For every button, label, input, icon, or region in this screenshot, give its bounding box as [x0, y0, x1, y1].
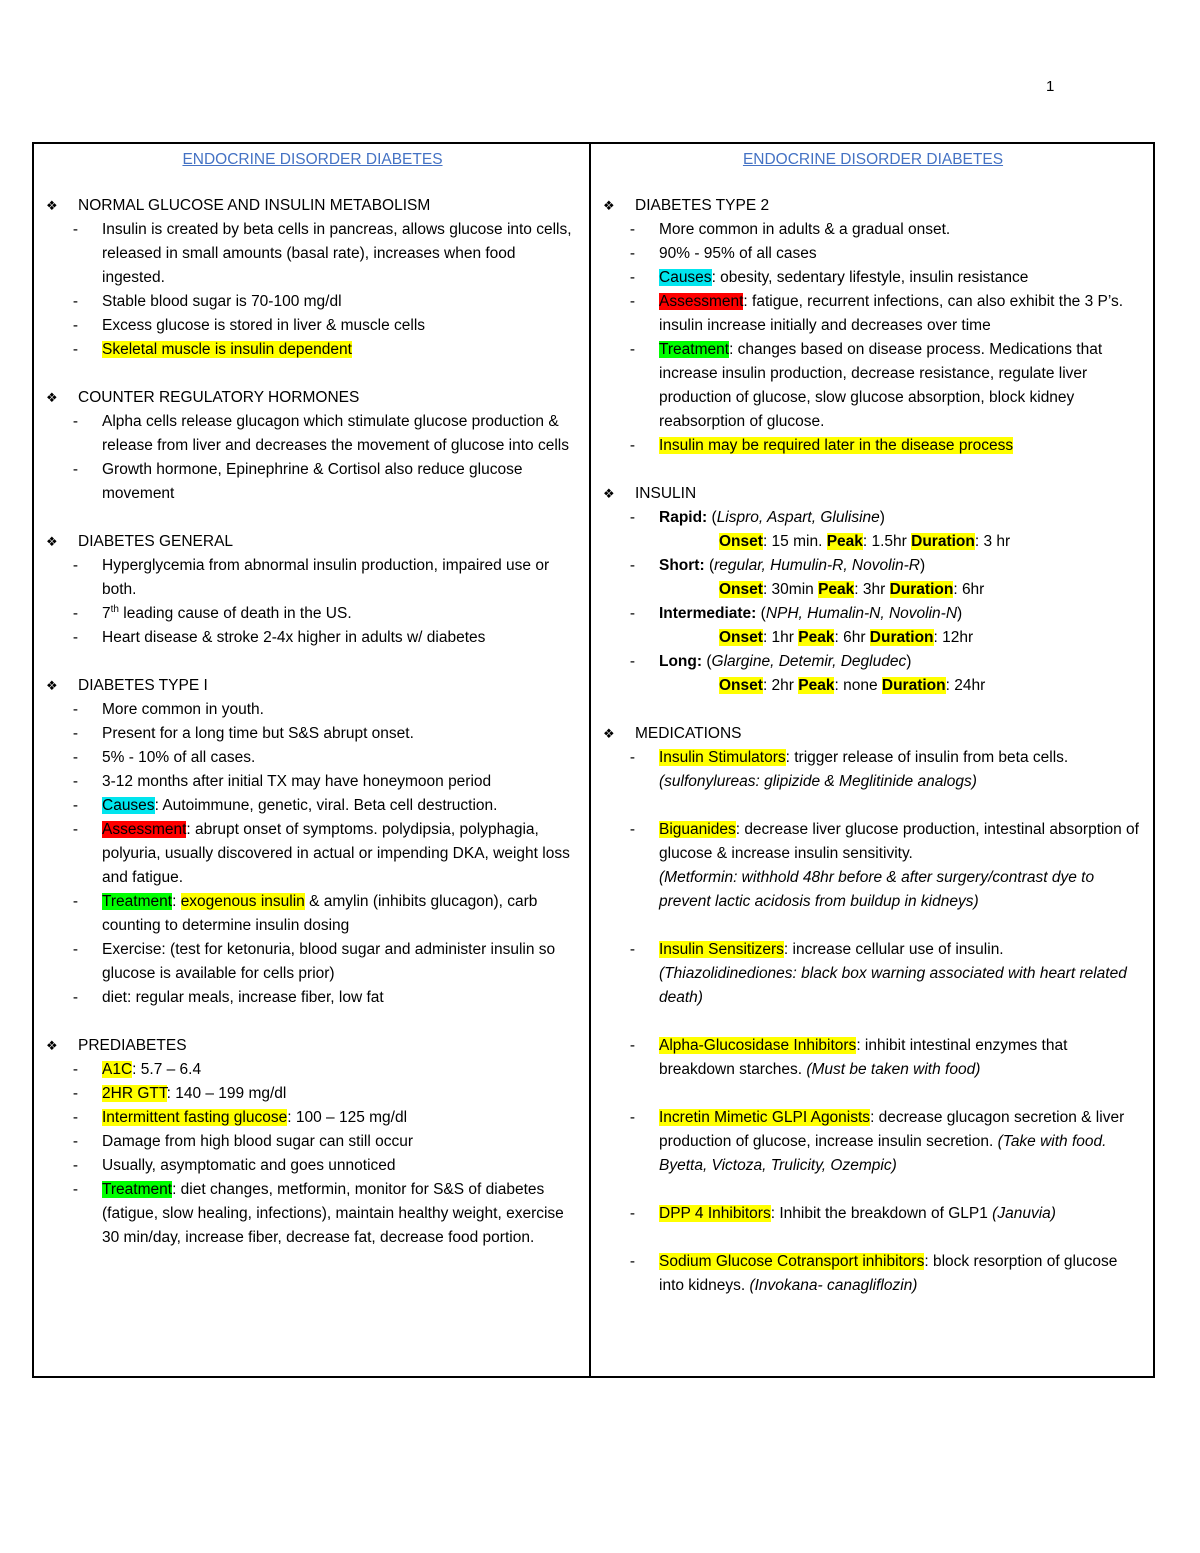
insulin-timing: Onset: 15 min. Peak: 1.5hr Duration: 3 hr: [719, 533, 1011, 550]
list-item: - Insulin Sensitizers: increase cellular use of insulin. (Thiazolidinediones: black box warning associated with heart related death): [629, 941, 1127, 1006]
section-medications: [603, 722, 1143, 1298]
list-item: - Causes: Autoimmune, genetic, viral. Beta cell destruction.: [72, 797, 498, 814]
assessment-label: Assessment: [659, 293, 744, 310]
section-counter-regulatory: [46, 386, 579, 506]
list-item: - Intermittent fasting glucose: 100 – 125 mg/dl: [72, 1109, 408, 1126]
section-normal-metabolism: [46, 194, 579, 362]
diamond-bullet-icon: ❖: [46, 534, 58, 549]
column-title: ENDOCRINE DISORDER DIABETES: [742, 151, 1004, 168]
right-column: [591, 144, 1153, 1376]
section-title: DIABETES TYPE 2: [635, 197, 770, 214]
section-title: NORMAL GLUCOSE AND INSULIN METABOLISM: [78, 197, 431, 214]
diamond-bullet-icon: ❖: [46, 198, 58, 213]
list-item: - Exercise: (test for ketonuria, blood sugar and administer insulin so glucose is available for cells prior): [72, 941, 556, 982]
list-item: - 90% - 95% of all cases: [629, 245, 817, 262]
list-item: - Sodium Glucose Cotransport inhibitors: block resorption of glucose into kidneys. (Invokana- canagliflozin): [629, 1253, 1118, 1294]
list-item: - Incretin Mimetic GLPI Agonists: decrease glucagon secretion & liver production of glucose, increase insulin secretion. (Take with food. Byetta, Victoza, Trulicity, Ozempic): [629, 1109, 1125, 1174]
causes-label: Causes: [659, 269, 712, 286]
list-item: - Hyperglycemia from abnormal insulin production, impaired use or both.: [72, 557, 550, 598]
list-item: - Heart disease & stroke 2-4x higher in adults w/ diabetes: [72, 629, 486, 646]
list-item: - Present for a long time but S&S abrupt onset.: [72, 725, 414, 742]
list-item: - Rapid: (Lispro, Aspart, Glulisine): [629, 509, 885, 526]
list-item: - Long: (Glargine, Detemir, Degludec): [629, 653, 912, 670]
assessment-label: Assessment: [102, 821, 187, 838]
section-prediabetes: [46, 1034, 579, 1250]
list-item: - Assessment: fatigue, recurrent infections, can also exhibit the 3 P’s. insulin increase initially and decreases over time: [629, 293, 1124, 334]
list-item: - Short: (regular, Humulin-R, Novolin-R): [629, 557, 926, 574]
treatment-label: Treatment: [102, 893, 173, 910]
notes-table: [32, 142, 1155, 1378]
list-item: - Assessment: abrupt onset of symptoms. polydipsia, polyphagia, polyuria, usually discovered in actual or impending DKA, weight loss and fatigue.: [72, 821, 570, 886]
list-item: - Excess glucose is stored in liver & muscle cells: [72, 317, 426, 334]
list-item: - Insulin Stimulators: trigger release of insulin from beta cells. (sulfonylureas: glipizide & Meglitinide analogs): [629, 749, 1069, 790]
treatment-label: Treatment: [659, 341, 730, 358]
list-item: - 5% - 10% of all cases.: [72, 749, 256, 766]
section-title: MEDICATIONS: [635, 725, 742, 742]
causes-label: Causes: [102, 797, 155, 814]
section-insulin: [603, 482, 1143, 698]
list-item: - Insulin is created by beta cells in pancreas, allows glucose into cells, released in small amounts (basal rate), increases when food ingested.: [72, 221, 572, 286]
section-title: PREDIABETES: [78, 1037, 187, 1054]
list-item: - 2HR GTT: 140 – 199 mg/dl: [72, 1085, 287, 1102]
list-item: - Treatment: exogenous insulin & amylin (inhibits glucagon), carb counting to determine insulin dosing: [72, 893, 538, 934]
list-item: - diet: regular meals, increase fiber, low fat: [72, 989, 384, 1006]
section-title: DIABETES TYPE I: [78, 677, 208, 694]
diamond-bullet-icon: ❖: [603, 726, 615, 741]
column-title: ENDOCRINE DISORDER DIABETES: [182, 151, 443, 168]
list-item: - Growth hormone, Epinephrine & Cortisol also reduce glucose movement: [72, 461, 523, 502]
list-item: - Insulin may be required later in the disease process: [629, 437, 1014, 454]
list-item: - DPP 4 Inhibitors: Inhibit the breakdown of GLP1 (Januvia): [629, 1205, 1056, 1222]
left-column: [34, 144, 591, 1376]
list-item: - More common in adults & a gradual onset.: [629, 221, 951, 238]
list-item: - Treatment: changes based on disease process. Medications that increase insulin production, decrease resistance, regulate liver production of glucose, slow glucose absorption, block kidney reabsorption of glucose.: [629, 341, 1103, 430]
list-item: - Intermediate: (NPH, Humalin-N, Novolin-N): [629, 605, 963, 622]
insulin-timing: Onset: 30min Peak: 3hr Duration: 6hr: [719, 581, 985, 598]
list-item: - 7th leading cause of death in the US.: [72, 603, 352, 622]
list-item: - Alpha-Glucosidase Inhibitors: inhibit intestinal enzymes that breakdown starches. (Must be taken with food): [629, 1037, 1068, 1078]
diamond-bullet-icon: ❖: [46, 678, 58, 693]
treatment-label: Treatment: [102, 1181, 173, 1198]
section-diabetes-general: [46, 530, 579, 650]
list-item: - Biguanides: decrease liver glucose production, intestinal absorption of glucose & increase insulin sensitivity. (Metformin: withhold 48hr before & after surgery/contrast dye to prevent lactic acidosis from buildup in kidneys): [629, 821, 1139, 910]
diamond-bullet-icon: ❖: [603, 198, 615, 213]
highlight: Skeletal muscle is insulin dependent: [102, 341, 352, 358]
list-item: - Damage from high blood sugar can still occur: [72, 1133, 414, 1150]
diamond-bullet-icon: ❖: [46, 1038, 58, 1053]
list-item: - Treatment: diet changes, metformin, monitor for S&S of diabetes (fatigue, slow healing, infections), maintain healthy weight, exercise 30 min/day, increase fiber, decrease fat, decrease food portion.: [72, 1181, 564, 1246]
section-type2: [603, 194, 1143, 458]
list-item: - Usually, asymptomatic and goes unnoticed: [72, 1157, 396, 1174]
section-title: DIABETES GENERAL: [78, 533, 234, 550]
page-number: 1: [1046, 78, 1055, 95]
diamond-bullet-icon: ❖: [603, 486, 615, 501]
diamond-bullet-icon: ❖: [46, 390, 58, 405]
list-item: - More common in youth.: [72, 701, 264, 718]
list-item: - A1C: 5.7 – 6.4: [72, 1061, 202, 1078]
section-title: COUNTER REGULATORY HORMONES: [78, 389, 360, 406]
insulin-timing: Onset: 2hr Peak: none Duration: 24hr: [719, 677, 986, 694]
insulin-timing: Onset: 1hr Peak: 6hr Duration: 12hr: [719, 629, 974, 646]
section-title: INSULIN: [635, 485, 697, 502]
list-item: - Skeletal muscle is insulin dependent: [72, 341, 352, 358]
section-type1: [46, 674, 579, 1010]
list-item: - 3-12 months after initial TX may have honeymoon period: [72, 773, 492, 790]
list-item: - Alpha cells release glucagon which stimulate glucose production & release from liver and decreases the movement of glucose into cells: [72, 413, 569, 454]
list-item: - Causes: obesity, sedentary lifestyle, insulin resistance: [629, 269, 1029, 286]
list-item: - Stable blood sugar is 70-100 mg/dl: [72, 293, 342, 310]
